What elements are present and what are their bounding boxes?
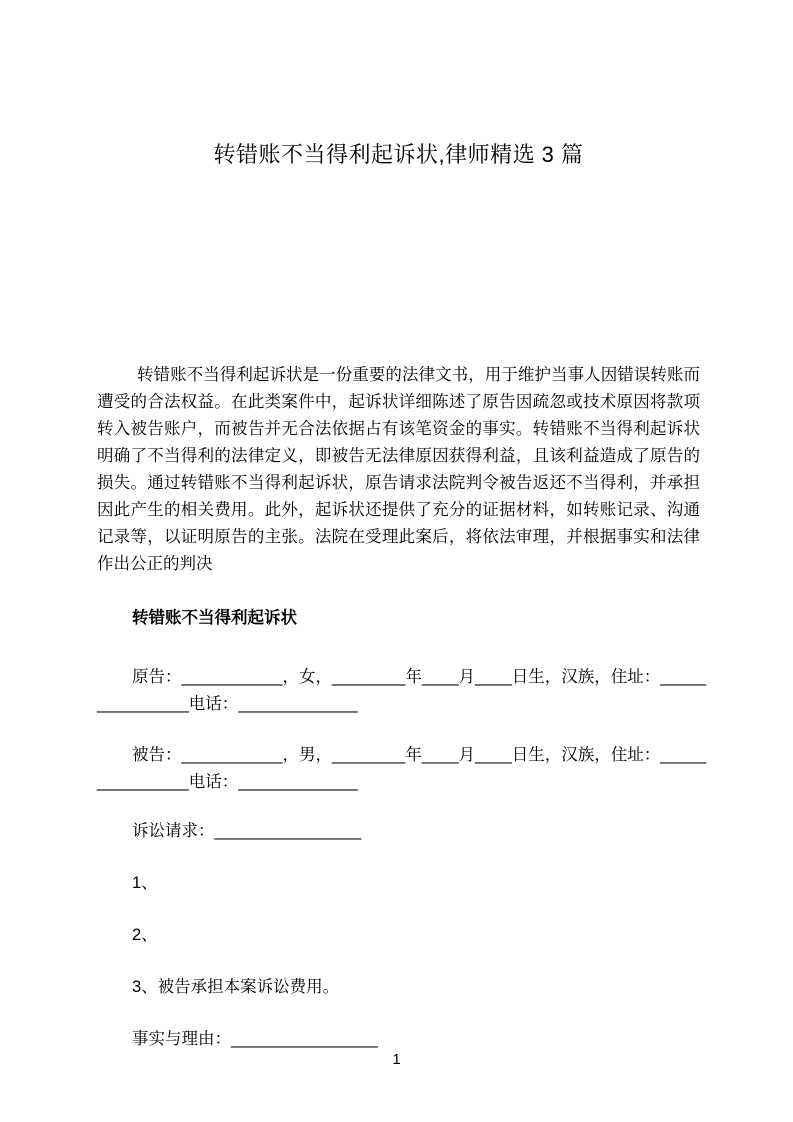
plaintiff-line-2: __________电话：_____________: [97, 695, 358, 713]
defendant-line-1: 被告：___________，男，________年____月____日生，汉族，住址：_____: [132, 746, 707, 764]
plaintiff-block: [97, 664, 707, 718]
section-heading: 转错账不当得利起诉状: [132, 609, 297, 627]
claim-item-1: 1、: [132, 874, 158, 892]
claim-item-2: 2、: [132, 926, 158, 944]
facts-label: 事实与理由：________________: [132, 1030, 378, 1048]
document-title: 转错账不当得利起诉状,律师精选 3 篇: [213, 142, 584, 167]
defendant-line-2: __________电话：_____________: [97, 773, 358, 791]
intro-paragraph: 转错账不当得利起诉状是一份重要的法律文书，用于维护当事人因错误转账而遭受的合法权益。在此类案件中，起诉状详细陈述了原告因疏忽或技术原因将款项转入被告账户，而被告并无合法依据占有该笔资金的事实。转错账不当得利起诉状明确了不当得利的法律定义，即被告无法律原因获得利益，且该利益造成了原告的损失。通过转错账不当得利起诉状，原告请求法院判令被告返还不当得利，并承担因此产生的相关费用。此外，起诉状还提供了充分的证据材料，如转账记录、沟通记录等，以证明原告的主张。法院在受理此案后，将依法审理，并根据事实和法律作出公正的判决: [97, 366, 700, 573]
claims-label: 诉讼请求：________________: [132, 822, 362, 840]
page-number: 1: [392, 1051, 401, 1068]
plaintiff-line-1: 原告：___________，女，________年____月____日生，汉族，住址：_____: [132, 668, 707, 686]
defendant-block: [97, 742, 707, 796]
claim-item-3: 3、被告承担本案诉讼费用。: [132, 978, 340, 996]
